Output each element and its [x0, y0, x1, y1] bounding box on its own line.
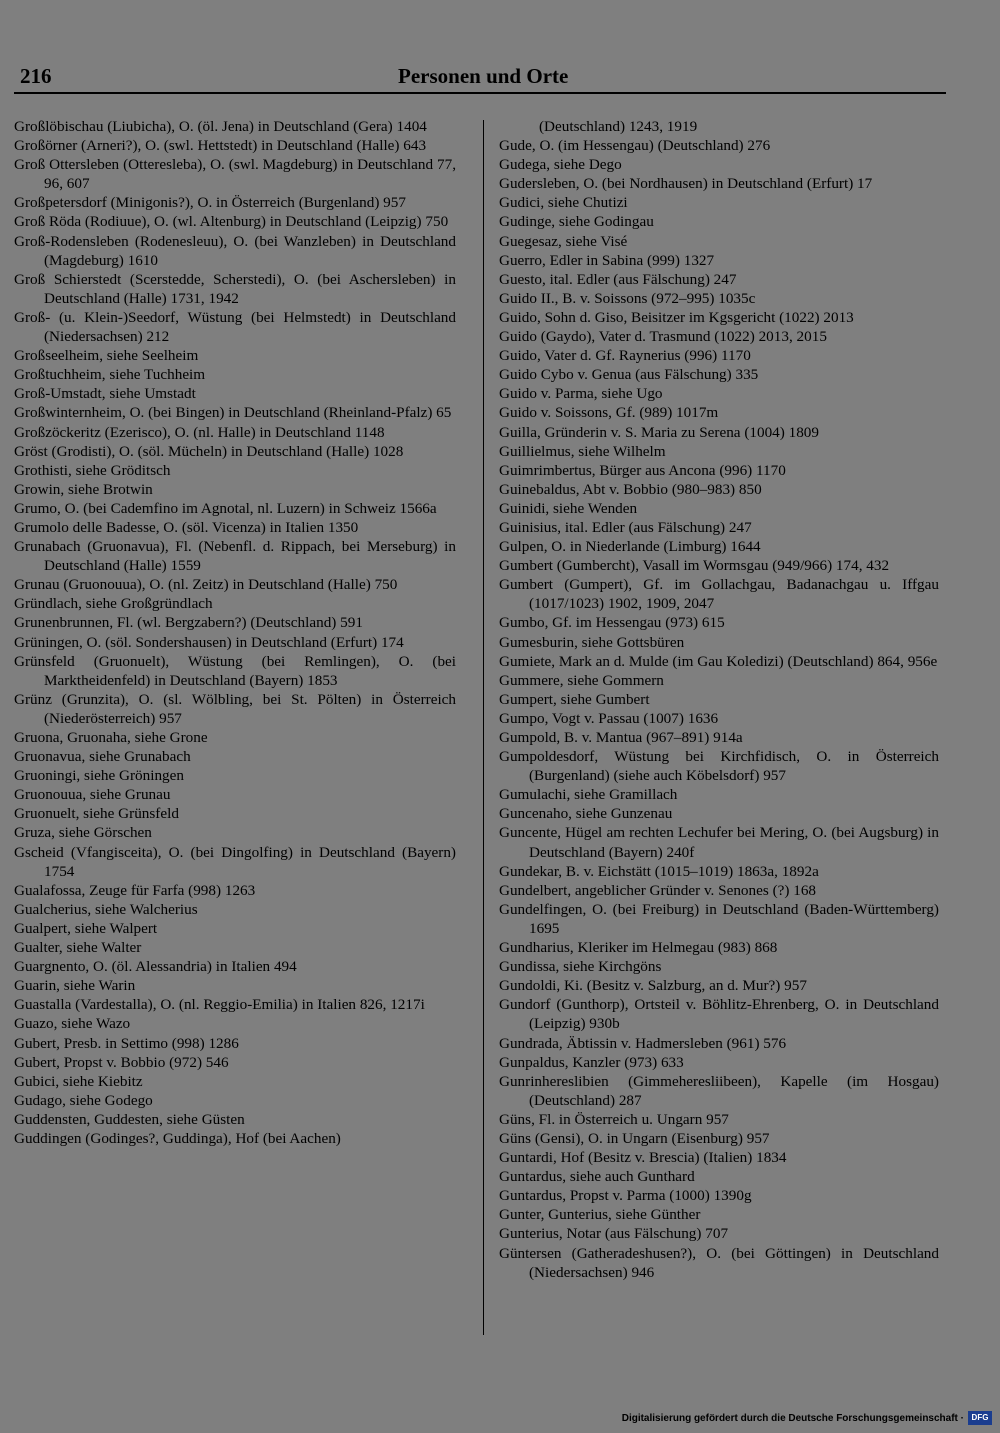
index-entry: Guido, Vater d. Gf. Raynerius (996) 1170: [499, 347, 751, 365]
index-entry: Guegesaz, siehe Visé: [499, 232, 628, 250]
index-entry: Gruonouua, siehe Grunau: [14, 786, 171, 804]
index-entry: Gunterius, Notar (aus Fälschung) 707: [499, 1225, 729, 1243]
index-entry: Grünz (Grunzita), O. (sl. Wölbling, bei St. Pölten) in Österreich (Niederösterreich) 957: [14, 690, 456, 727]
index-entry: Gumpoldesdorf, Wüstung bei Kirchfidisch, O. in Österreich (Burgenland) (siehe auch Köbelsdorf) 957: [499, 748, 939, 785]
index-entry: Guddensten, Guddesten, siehe Güsten: [14, 1110, 245, 1128]
index-entry: Guido (Gaydo), Vater d. Trasmund (1022) 2013, 2015: [499, 328, 827, 346]
index-entry: Guerro, Edler in Sabina (999) 1327: [499, 251, 715, 269]
index-entry: Gudersleben, O. (bei Nordhausen) in Deutschland (Erfurt) 17: [499, 175, 873, 193]
index-entry: Gundelbert, angeblicher Gründer v. Senones (?) 168: [499, 881, 817, 899]
index-entry: Gscheid (Vfangisceita), O. (bei Dingolfing) in Deutschland (Bayern) 1754: [14, 843, 456, 880]
index-entry: Groß Röda (Rodiuue), O. (wl. Altenburg) in Deutschland (Leipzig) 750: [14, 213, 449, 231]
index-entry: Gudinge, siehe Godingau: [499, 213, 654, 231]
index-entry: Grunabach (Gruonavua), Fl. (Nebenfl. d. Rippach, bei Merseburg) in Deutschland (Halle) 1559: [14, 538, 456, 575]
index-entry: Großtuchheim, siehe Tuchheim: [14, 366, 206, 384]
index-entry: Groß- (u. Klein-)Seedorf, Wüstung (bei Helmstedt) in Deutschland (Niedersachsen) 212: [14, 308, 456, 346]
index-entry: Gumbert (Gumbercht), Vasall im Wormsgau (949/966) 174, 432: [499, 557, 890, 575]
column-divider: [483, 120, 484, 1335]
index-entry: Gubert, Presb. in Settimo (998) 1286: [14, 1034, 239, 1052]
index-entry: Güns, Fl. in Österreich u. Ungarn 957: [499, 1110, 729, 1128]
index-entry: Guillielmus, siehe Wilhelm: [499, 442, 666, 460]
dfg-logo: DFG: [968, 1411, 992, 1425]
index-entry: Groß Ottersleben (Otteresleba), O. (swl. Magdeburg) in Deutschland 77, 96, 607: [14, 156, 456, 193]
index-entry: Guinidi, siehe Wenden: [499, 499, 638, 517]
index-entry: Großörner (Arneri?), O. (swl. Hettstedt) in Deutschland (Halle) 643: [14, 137, 427, 155]
index-entry: Gudago, siehe Godego: [14, 1091, 153, 1109]
index-entry: Großpetersdorf (Minigonis?), O. in Österreich (Burgenland) 957: [14, 194, 406, 212]
index-entry: Gundharius, Kleriker im Helmegau (983) 868: [499, 939, 778, 957]
index-entry-continuation: (Deutschland) 1243, 1919: [539, 118, 698, 135]
index-entry: Gulpen, O. in Niederlande (Limburg) 1644: [499, 538, 761, 556]
index-entry: Guido v. Soissons, Gf. (989) 1017m: [499, 404, 719, 422]
index-entry: Gualcherius, siehe Walcherius: [14, 900, 198, 918]
index-entry: Guazo, siehe Wazo: [14, 1015, 131, 1033]
index-entry: Guido Cybo v. Genua (aus Fälschung) 335: [499, 366, 759, 384]
index-entry: Gunter, Gunterius, siehe Günther: [499, 1206, 701, 1224]
index-entry: Großlöbischau (Liubicha), O. (öl. Jena) in Deutschland (Gera) 1404: [14, 118, 427, 135]
index-entry: Gumiete, Mark an d. Mulde (im Gau Koledizi) (Deutschland) 864, 956e: [499, 652, 938, 670]
index-entry: Gummere, siehe Gommern: [499, 671, 664, 689]
index-entry: Gundelfingen, O. (bei Freiburg) in Deutschland (Baden-Württemberg) 1695: [499, 900, 939, 937]
index-entry: Gundekar, B. v. Eichstätt (1015–1019) 1863a, 1892a: [499, 862, 819, 880]
index-entry: Grothisti, siehe Gröditsch: [14, 461, 171, 479]
index-entry: Groß Schierstedt (Scerstedde, Scherstedi), O. (bei Aschersleben) in Deutschland (Halle) 1731, 1942: [14, 270, 456, 307]
index-entry: Gruonavua, siehe Grunabach: [14, 748, 191, 766]
index-entry: Guarin, siehe Warin: [14, 977, 136, 995]
index-entry: Gundoldi, Ki. (Besitz v. Salzburg, an d. Mur?) 957: [499, 977, 807, 995]
index-entry: Guinisius, ital. Edler (aus Fälschung) 247: [499, 518, 752, 536]
index-entry: Guesto, ital. Edler (aus Fälschung) 247: [499, 270, 737, 288]
index-entry: Guddingen (Godinges?, Guddinga), Hof (bei Aachen): [14, 1129, 341, 1147]
index-entry: Guinebaldus, Abt v. Bobbio (980–983) 850: [499, 480, 762, 498]
index-entry: Guastalla (Vardestalla), O. (nl. Reggio-Emilia) in Italien 826, 1217i: [14, 996, 425, 1014]
index-entry: Gröst (Grodisti), O. (söl. Mücheln) in Deutschland (Halle) 1028: [14, 442, 404, 460]
index-entry: Guncente, Hügel am rechten Lechufer bei Mering, O. (bei Augsburg) in Deutschland (Bayern) 240f: [499, 824, 939, 861]
index-entry: Guimrimbertus, Bürger aus Ancona (996) 1170: [499, 461, 786, 479]
index-entry: Großwinternheim, O. (bei Bingen) in Deutschland (Rheinland-Pfalz) 65: [14, 404, 452, 422]
index-entry: Großseelheim, siehe Seelheim: [14, 347, 199, 365]
index-entry: Gruona, Gruonaha, siehe Grone: [14, 729, 208, 746]
index-entry: Guido, Sohn d. Giso, Beisitzer im Kgsgericht (1022) 2013: [499, 308, 854, 326]
index-entry: Growin, siehe Brotwin: [14, 480, 153, 498]
index-entry: Gude, O. (im Hessengau) (Deutschland) 276: [499, 137, 771, 155]
index-entry: Guntardi, Hof (Besitz v. Brescia) (Italien) 1834: [499, 1149, 787, 1167]
index-entry: Gualpert, siehe Walpert: [14, 919, 158, 937]
index-entry: Gubici, siehe Kiebitz: [14, 1072, 143, 1090]
index-entry: Gualafossa, Zeuge für Farfa (998) 1263: [14, 881, 256, 899]
index-entry: Guido v. Parma, siehe Ugo: [499, 385, 663, 403]
footer-credit: Digitalisierung gefördert durch die Deutsche Forschungsgemeinschaft ·: [621, 1413, 964, 1424]
index-entry: Groß-Umstadt, siehe Umstadt: [14, 385, 196, 403]
index-entry: Güntersen (Gatheradeshusen?), O. (bei Göttingen) in Deutschland (Niedersachsen) 946: [499, 1244, 939, 1281]
index-entry: Gumpert, siehe Gumbert: [499, 690, 650, 708]
index-entry: Großzöckeritz (Ezerisco), O. (nl. Halle) in Deutschland 1148: [14, 423, 385, 441]
index-entry: Guargnento, O. (öl. Alessandria) in Italien 494: [14, 958, 297, 976]
index-column-right: [499, 117, 939, 1282]
index-entry: Gubert, Propst v. Bobbio (972) 546: [14, 1053, 229, 1071]
page-header: [14, 62, 946, 94]
index-entry: Gunrinhereslibien (Gimmeheresliibeen), Kapelle (im Hosgau) (Deutschland) 287: [499, 1072, 939, 1109]
index-entry: Gruoningi, siehe Gröningen: [14, 767, 184, 785]
index-entry: Gunpaldus, Kanzler (973) 633: [499, 1053, 684, 1071]
index-entry: Grumolo delle Badesse, O. (söl. Vicenza) in Italien 1350: [14, 518, 359, 536]
index-entry: Guncenaho, siehe Gunzenau: [499, 805, 673, 823]
index-entry: Gumulachi, siehe Gramillach: [499, 786, 678, 804]
index-entry: Gründlach, siehe Großgründlach: [14, 595, 213, 613]
index-entry: Grunenbrunnen, Fl. (wl. Bergzabern?) (Deutschland) 591: [14, 614, 363, 632]
page-title: Personen und Orte: [398, 64, 569, 88]
index-entry: Güns (Gensi), O. in Ungarn (Eisenburg) 957: [499, 1129, 770, 1147]
index-entry: Gumbert (Gumpert), Gf. im Gollachgau, Badanachgau u. Iffgau (1017/1023) 1902, 1909, 2047: [499, 576, 939, 613]
index-entry: Guntardus, siehe auch Gunthard: [499, 1168, 695, 1186]
index-entry: Guido II., B. v. Soissons (972–995) 1035c: [499, 289, 756, 307]
index-column-left: [14, 117, 456, 1148]
index-entry: Gudega, siehe Dego: [499, 156, 622, 174]
index-entry: Grüningen, O. (söl. Sondershausen) in Deutschland (Erfurt) 174: [14, 633, 404, 651]
index-entry: Gruonuelt, siehe Grünsfeld: [14, 805, 179, 823]
index-entry: Grumo, O. (bei Cademfino im Agnotal, nl. Luzern) in Schweiz 1566a: [14, 499, 437, 517]
index-entry: Guntardus, Propst v. Parma (1000) 1390g: [499, 1187, 752, 1205]
index-entry: Gumpo, Vogt v. Passau (1007) 1636: [499, 709, 719, 727]
index-entry: Gualter, siehe Walter: [14, 939, 142, 957]
index-entry: Grünsfeld (Gruonuelt), Wüstung (bei Remlingen), O. (bei Marktheidenfeld) in Deutschland (Bayern) 1853: [14, 652, 456, 689]
index-entry: Gruza, siehe Görschen: [14, 824, 152, 842]
index-entry: Gundissa, siehe Kirchgöns: [499, 958, 662, 976]
index-entry: Guilla, Gründerin v. S. Maria zu Serena (1004) 1809: [499, 423, 819, 441]
index-entry: Grunau (Gruonouua), O. (nl. Zeitz) in Deutschland (Halle) 750: [14, 576, 398, 594]
index-entry: Gumbo, Gf. im Hessengau (973) 615: [499, 614, 725, 632]
index-entry: Gundrada, Äbtissin v. Hadmersleben (961) 576: [499, 1034, 787, 1052]
index-entry: Groß-Rodensleben (Rodenesleuu), O. (bei Wanzleben) in Deutschland (Magdeburg) 1610: [14, 232, 456, 269]
index-entry: Gumesburin, siehe Gottsbüren: [499, 633, 685, 651]
page-number: 216: [20, 64, 52, 88]
index-entry: Gundorf (Gunthorp), Ortsteil v. Böhlitz-Ehrenberg, O. in Deutschland (Leipzig) 930b: [499, 996, 939, 1033]
index-entry: Gumpold, B. v. Mantua (967–891) 914a: [499, 729, 743, 746]
index-entry: Gudici, siehe Chutizi: [499, 194, 628, 212]
